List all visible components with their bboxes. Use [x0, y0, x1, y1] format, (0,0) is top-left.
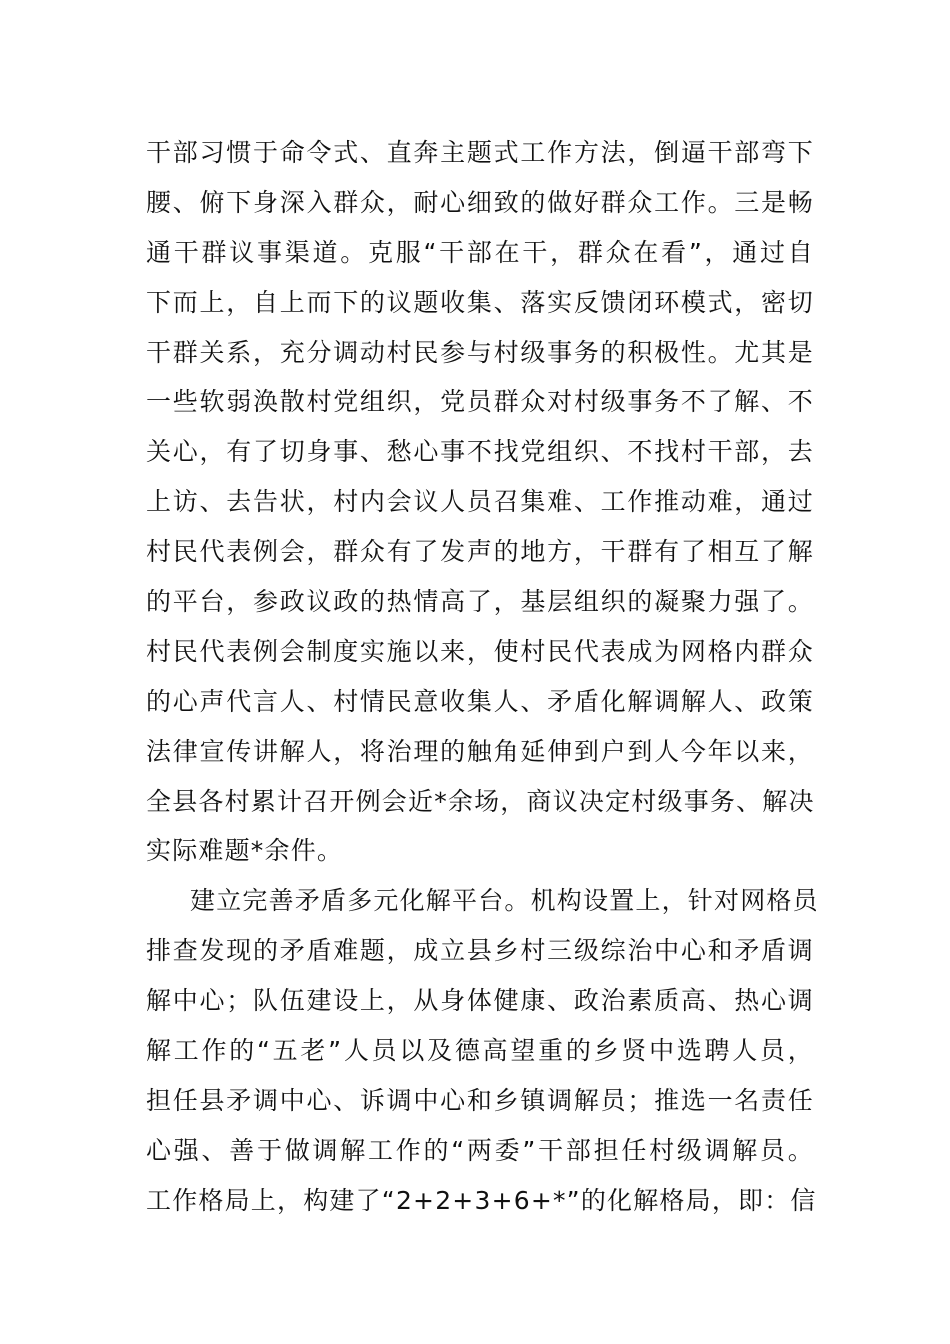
text-line: 排查发现的矛盾难题，成立县乡村三级综治中心和矛盾调: [146, 936, 814, 966]
document-body: [146, 128, 819, 1226]
text-line: 工作格局上，构建了“2+2+3+6+*”的化解格局，即：信: [146, 1185, 817, 1215]
text-line: 腰、俯下身深入群众，耐心细致的做好群众工作。三是畅: [146, 187, 814, 217]
text-line: 村民代表例会，群众有了发声的地方，干群有了相互了解: [146, 537, 814, 567]
text-line: 全县各村累计召开例会近*余场，商议决定村级事务、解决: [146, 786, 815, 816]
text-line: 心强、善于做调解工作的“两委”干部担任村级调解员。: [146, 1135, 814, 1165]
text-line: 实际难题*余件。: [146, 836, 344, 866]
text-line: 上访、去告状，村内会议人员召集难、工作推动难，通过: [146, 487, 814, 517]
text-line: 村民代表例会制度实施以来，使村民代表成为网格内群众: [146, 636, 814, 666]
text-line: 一些软弱涣散村党组织，党员群众对村级事务不了解、不: [146, 387, 814, 417]
text-line: 通干群议事渠道。克服“干部在干，群众在看”，通过自: [146, 237, 814, 267]
text-line: 干群关系，充分调动村民参与村级事务的积极性。尤其是: [146, 337, 814, 367]
text-line: 解中心；队伍建设上，从身体健康、政治素质高、热心调: [146, 986, 814, 1016]
text-line: 下而上，自上而下的议题收集、落实反馈闭环模式，密切: [146, 287, 814, 317]
text-line: 的心声代言人、村情民意收集人、矛盾化解调解人、政策: [146, 686, 814, 716]
text-line: 法律宣传讲解人，将治理的触角延伸到户到人今年以来，: [146, 736, 814, 766]
text-line: 担任县矛调中心、诉调中心和乡镇调解员；推选一名责任: [146, 1085, 814, 1115]
text-line: 关心，有了切身事、愁心事不找党组织、不找村干部，去: [146, 437, 814, 467]
text-line: 的平台，参政议政的热情高了，基层组织的凝聚力强了。: [146, 587, 814, 617]
text-line: 解工作的“五老”人员以及德高望重的乡贤中选聘人员，: [146, 1036, 814, 1066]
text-line: 干部习惯于命令式、直奔主题式工作方法，倒逼干部弯下: [146, 138, 814, 167]
paragraph-first-line: 建立完善矛盾多元化解平台。机构设置上，针对网格员: [190, 886, 819, 916]
